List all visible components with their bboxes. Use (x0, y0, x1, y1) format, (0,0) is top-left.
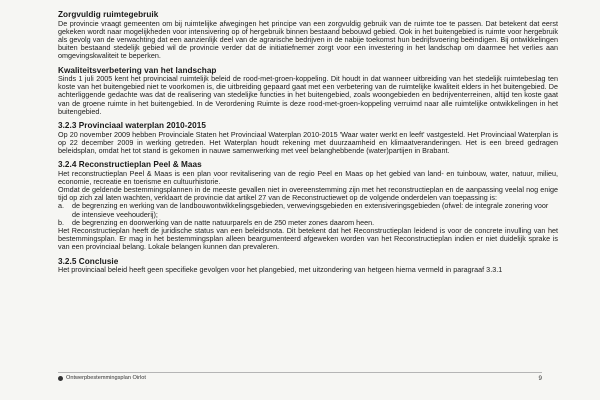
section-reconstructieplan (58, 160, 558, 252)
section-heading: 3.2.4 Reconstructieplan Peel & Maas (58, 160, 202, 170)
paragraph: Het reconstructieplan Peel & Maas is een plan voor revitalisering van de regio Peel en Maas op het gebied van land- en tuinbouw, water, natuur, milieu, economie, recreatie en toerisme en cultuurhistorie. (58, 168, 558, 186)
section-heading: 3.2.5 Conclusie (58, 256, 119, 266)
paragraph: Op 20 november 2009 hebben Provinciale Staten het Provinciaal Waterplan 2010-2015 'Waar water werkt en leeft' vastgesteld. Het Provinciaal Waterplan is op 22 december 2009 in werking getreden. Het Waterplan houdt rekening met duurzaamheid en klimaatveranderingen. Het is een breed gedragen beleidsplan, omdat het tot stand is gekomen in nauwe samenwerking met veel belanghebbende (water)partijen in Brabant. (58, 129, 558, 155)
section-zorgvuldig-ruimtegebruik (58, 10, 558, 61)
section-heading: Kwaliteitsverbetering van het landschap (58, 65, 217, 75)
page-number: 9 (538, 375, 542, 382)
list-marker: b. (58, 217, 64, 227)
section-provinciaal-waterplan (58, 121, 558, 155)
bullet-icon (58, 376, 63, 381)
section-heading: Zorgvuldig ruimtegebruik (58, 10, 159, 19)
paragraph: Omdat de geldende bestemmingsplannen in de meeste gevallen niet in overeenstemming zijn met het reconstructieplan en de aanpassing veelal nog enige tijd op zich zal laten wachten, verklaart de provincie dat artikel 27 van de Reconstructiewet op de volgende onderdelen van toepassing is: (58, 185, 558, 203)
section-kwaliteitsverbetering (58, 66, 558, 117)
paragraph: Het Reconstructieplan heeft de juridische status van een beleidsnota. Dit betekent dat het Reconstructieplan leidend is voor de concrete invulling van het bestemmingsplan. Er mag in het bestemmingsplan alleen beargumenteerd afgeweken worden van het Reconstructieplan indien er niet duidelijk sprake is van een provinciaal belang. Lokale belangen kunnen dan prevaleren. (58, 226, 558, 252)
footer-divider (58, 372, 542, 373)
list-marker: a. (58, 201, 64, 211)
section-heading: 3.2.3 Provinciaal waterplan 2010-2015 (58, 121, 206, 131)
paragraph: Het provinciaal beleid heeft geen specifieke gevolgen voor het plangebied, met uitzondering van hetgeen hierna vermeld in paragraaf 3.3.1 (58, 265, 503, 275)
list-item (58, 202, 558, 218)
document-body (58, 10, 558, 274)
list-text: de begrenzing en werking van de landbouwontwikkelingsgebieden, verwevingsgebieden en extensiveringsgebieden (ofwel: de integrale zonering voor de intensieve veehouderij); (72, 201, 549, 219)
section-conclusie (58, 257, 558, 275)
paragraph: De provincie vraagt gemeenten om bij ruimtelijke afwegingen het principe van een zorgvuldig gebruik van de ruimte toe te passen. Dat betekent dat eerst gekeken wordt naar mogelijkheden voor intensivering op of hergebruik binnen bestaand bebouwd gebied. Ook in het buitengebied is ruimte voor hergebruik als gevolg van de verwachting dat een aanzienlijk deel van de agrarische bedrijven in de nabije toekomst hun bedrijfsvoering beëindigen. Bij ontwikkelingen buiten bestaand stedelijk gebied wil de provincie verder dat de initiatiefnemer zorgt voor een investering in het landschap om daarmee het verlies aan omgevingskwaliteit te beperken. (58, 18, 558, 61)
paragraph: Sinds 1 juli 2005 kent het provinciaal ruimtelijk beleid de rood-met-groen-koppeling. Dit houdt in dat wanneer uitbreiding van het stedelijk ruimtebeslag ten koste van het buitengebied niet te voorkomen is, die uitbreiding gepaard gaat met een verbetering van de ruimtelijke kwaliteit elders in het buitengebied. De achterliggende gedachte was dat de realisering van stedelijke functies in het buitengebied, zoals woongebieden en bedrijventerreinen, altijd ten koste gaat van de groene ruimte in het buitengebied. In de Verordening Ruimte is deze rood-met-groen-koppeling verruimd naar alle ruimtelijke ontwikkelingen in het buitengebied. (58, 74, 558, 116)
page-footer (58, 372, 542, 386)
list-text: de begrenzing en doorwerking van de natte natuurparels en de 250 meter zones daarom heen. (72, 217, 375, 227)
footer-document-title: Ontwerpbestemmingsplan Oirlot (66, 375, 146, 381)
